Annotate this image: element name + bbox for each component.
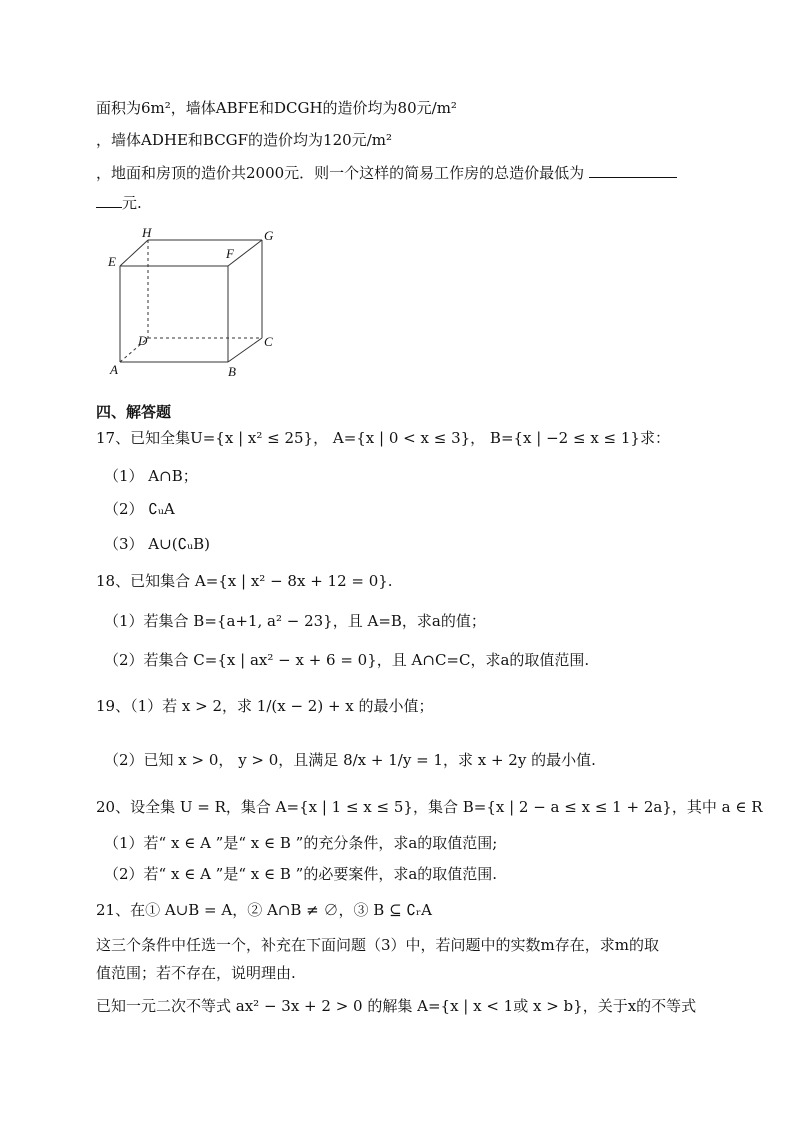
edge-bc <box>228 338 262 362</box>
intro-line-2: ，墙体ADHE和BCGF的造价均为120元/m² <box>96 131 392 149</box>
answer-blank <box>589 163 677 178</box>
label-f: F <box>226 246 234 261</box>
intro-line-4-text: 元. <box>122 194 142 212</box>
q17-part-1: （1） A∩B； <box>104 467 198 485</box>
q21-stem: 21、在① A∪B = A，② A∩B ≠ ∅，③ B ⊆ ∁ᵣA <box>96 901 432 919</box>
q20-stem: 20、设全集 U = R，集合 A={x | 1 ≤ x ≤ 5}，集合 B={x | 2 − a ≤ x ≤ 1 + 2a}，其中 a ∈ R <box>96 798 763 816</box>
q19-part-1: 19、（1）若 x > 2，求 1/(x − 2) + x 的最小值； <box>96 697 434 715</box>
section-title: 四、解答题 <box>96 403 172 421</box>
label-d: D <box>138 333 148 348</box>
q19-part-2: （2）已知 x > 0， y > 0，且满足 8/x + 1/y = 1，求 x + 2y 的最小值. <box>104 751 596 769</box>
q20-part-2: （2）若“ x ∈ A ”是“ x ∈ B ”的必要案件，求a的取值范围. <box>104 865 498 883</box>
intro-line-3-text: ，地面和房顶的造价共2000元．则一个这样的简易工作房的总造价最低为 <box>96 164 585 182</box>
cuboid-figure <box>104 224 284 384</box>
q21-line-2: 这三个条件中任选一个，补充在下面问题（3）中，若问题中的实数m存在，求m的取 <box>96 936 659 954</box>
q21-line-4: 已知一元二次不等式 ax² − 3x + 2 > 0 的解集 A={x | x < 1或 x > b}，关于x的不等式 <box>96 997 697 1015</box>
label-g: G <box>264 228 274 243</box>
label-a: A <box>110 362 118 377</box>
intro-line-3 <box>96 163 677 183</box>
answer-blank-continued <box>96 193 122 208</box>
q17-part-3: （3） A∪(∁ᵤB) <box>104 535 210 553</box>
intro-line-4 <box>96 193 142 213</box>
q20-part-1: （1）若“ x ∈ A ”是“ x ∈ B ”的充分条件，求a的取值范围; <box>104 834 498 852</box>
label-h: H <box>142 225 152 240</box>
q18-stem: 18、已知集合 A={x | x² − 8x + 12 = 0}. <box>96 572 393 590</box>
label-b: B <box>228 364 236 379</box>
intro-line-1: 面积为6m²，墙体ABFE和DCGH的造价均为80元/m² <box>96 99 457 117</box>
q18-part-2: （2）若集合 C={x | ax² − x + 6 = 0}，且 A∩C=C，求a的取值范围. <box>104 651 590 669</box>
q17-stem: 17、已知全集U={x | x² ≤ 25}， A={x | 0 < x ≤ 3}， B={x | −2 ≤ x ≤ 1}求： <box>96 429 670 447</box>
label-c: C <box>264 334 273 349</box>
edge-eh <box>120 240 148 266</box>
label-e: E <box>108 254 116 269</box>
q17-part-2: （2） ∁ᵤA <box>104 500 175 518</box>
q18-part-1: （1）若集合 B={a+1, a² − 23}，且 A=B，求a的值； <box>104 612 486 630</box>
q21-line-3: 值范围；若不存在，说明理由. <box>96 964 296 982</box>
